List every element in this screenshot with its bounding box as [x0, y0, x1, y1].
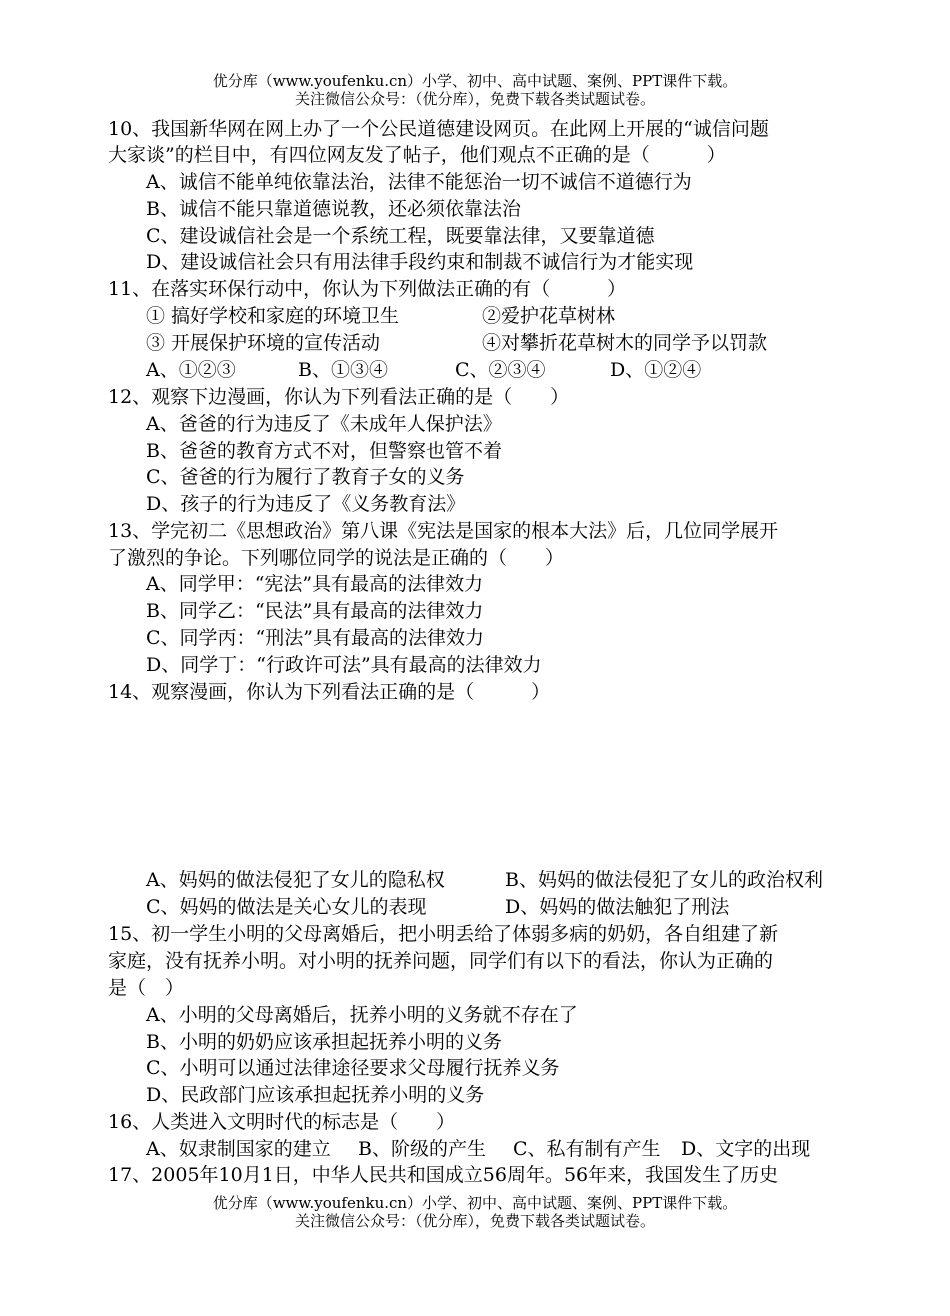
q12-option-c: C、爸爸的行为履行了教育子女的义务	[146, 466, 465, 488]
q16-stem: 16、人类进入文明时代的标志是（ ）	[108, 1111, 456, 1133]
q13-stem-line-1: 13、学完初二《思想政治》第八课《宪法是国家的根本大法》后，几位同学展开	[108, 520, 779, 542]
q10-option-d: D、建设诚信社会只有用法律手段约束和制裁不诚信行为才能实现	[146, 251, 694, 273]
q15-stem-line-2: 家庭，没有抚养小明。对小明的抚养问题，同学们有以下的看法，你认为正确的	[108, 950, 774, 972]
q13-option-c: C、同学丙：“刑法”具有最高的法律效力	[146, 627, 484, 649]
q15-option-d: D、民政部门应该承担起抚养小明的义务	[146, 1084, 485, 1106]
q11-stem: 11、在落实环保行动中，你认为下列做法正确的有（ ）	[108, 278, 627, 300]
q16-option-d: D、文字的出现	[681, 1138, 811, 1160]
header-line-2: 关注微信公众号：（优分库），免费下载各类试题试卷。	[294, 90, 655, 108]
page-footer	[0, 1194, 950, 1230]
q10-stem-line-2: 大家谈”的栏目中，有四位网友发了帖子，他们观点不正确的是（ ）	[108, 144, 726, 166]
q13-stem-line-2: 了激烈的争论。下列哪位同学的说法是正确的（ ）	[108, 547, 565, 569]
q10-option-b: B、诚信不能只靠道德说教，还必须依靠法治	[146, 198, 521, 220]
footer-line-1: 优分库（www.youfenku.cn）小学、初中、高中试题、案例、PPT课件下载。	[212, 1194, 738, 1212]
q14-option-c: C、妈妈的做法是关心女儿的表现	[146, 896, 427, 918]
q14-option-b: B、妈妈的做法侵犯了女儿的政治权利	[505, 869, 823, 891]
q13-option-b: B、同学乙：“民法”具有最高的法律效力	[146, 600, 484, 622]
page-header	[0, 72, 950, 108]
q12-option-a: A、爸爸的行为违反了《未成年人保护法》	[146, 413, 502, 435]
comic-placeholder-area	[108, 712, 848, 862]
q12-stem: 12、观察下边漫画，你认为下列看法正确的是（ ）	[108, 386, 570, 408]
q12-option-b: B、爸爸的教育方式不对，但警察也管不着	[146, 440, 502, 462]
q12-option-d: D、孩子的行为违反了《义务教育法》	[146, 493, 466, 515]
q15-option-a: A、小明的父母离婚后，抚养小明的义务就不存在了	[146, 1004, 578, 1026]
q11-item-1: ① 搞好学校和家庭的环境卫生	[146, 305, 400, 327]
q16-option-b: B、阶级的产生	[358, 1138, 486, 1160]
q14-option-d: D、妈妈的做法触犯了刑法	[505, 896, 730, 918]
q11-option-b: B、①③④	[298, 359, 388, 381]
q10-stem-line-1: 10、我国新华网在网上办了一个公民道德建设网页。在此网上开展的“诚信问题	[108, 118, 769, 140]
q16-option-a: A、奴隶制国家的建立	[146, 1138, 331, 1160]
q15-stem-line-1: 15、初一学生小明的父母离婚后，把小明丢给了体弱多病的奶奶，各自组建了新	[108, 923, 779, 945]
q15-option-b: B、小明的奶奶应该承担起抚养小明的义务	[146, 1031, 502, 1053]
q11-option-a: A、①②③	[146, 359, 236, 381]
q17-stem-line-1: 17、2005年10月1日，中华人民共和国成立56周年。56年来，我国发生了历史	[108, 1164, 779, 1186]
q13-option-d: D、同学丁：“行政许可法”具有最高的法律效力	[146, 654, 542, 676]
q15-option-c: C、小明可以通过法律途径要求父母履行抚养义务	[146, 1057, 560, 1079]
q11-option-c: C、②③④	[455, 359, 546, 381]
q11-option-d: D、①②④	[610, 359, 702, 381]
q10-option-a: A、诚信不能单纯依靠法治，法律不能惩治一切不诚信不道德行为	[146, 171, 692, 193]
q13-option-a: A、同学甲：“宪法”具有最高的法律效力	[146, 573, 484, 595]
footer-line-2: 关注微信公众号：（优分库），免费下载各类试题试卷。	[294, 1212, 655, 1230]
q16-option-c: C、私有制有产生	[513, 1138, 661, 1160]
q14-option-a: A、妈妈的做法侵犯了女儿的隐私权	[146, 869, 445, 891]
q11-item-3: ③ 开展保护环境的宣传活动	[146, 332, 381, 354]
q11-item-4: ④对攀折花草树木的同学予以罚款	[482, 332, 768, 354]
q14-stem: 14、观察漫画，你认为下列看法正确的是（ ）	[108, 681, 551, 703]
q15-stem-line-3: 是（ ）	[108, 977, 185, 999]
q10-option-c: C、建设诚信社会是一个系统工程，既要靠法律，又要靠道德	[146, 225, 655, 247]
header-line-1: 优分库（www.youfenku.cn）小学、初中、高中试题、案例、PPT课件下载。	[212, 72, 738, 90]
q11-item-2: ②爱护花草树林	[482, 305, 616, 327]
